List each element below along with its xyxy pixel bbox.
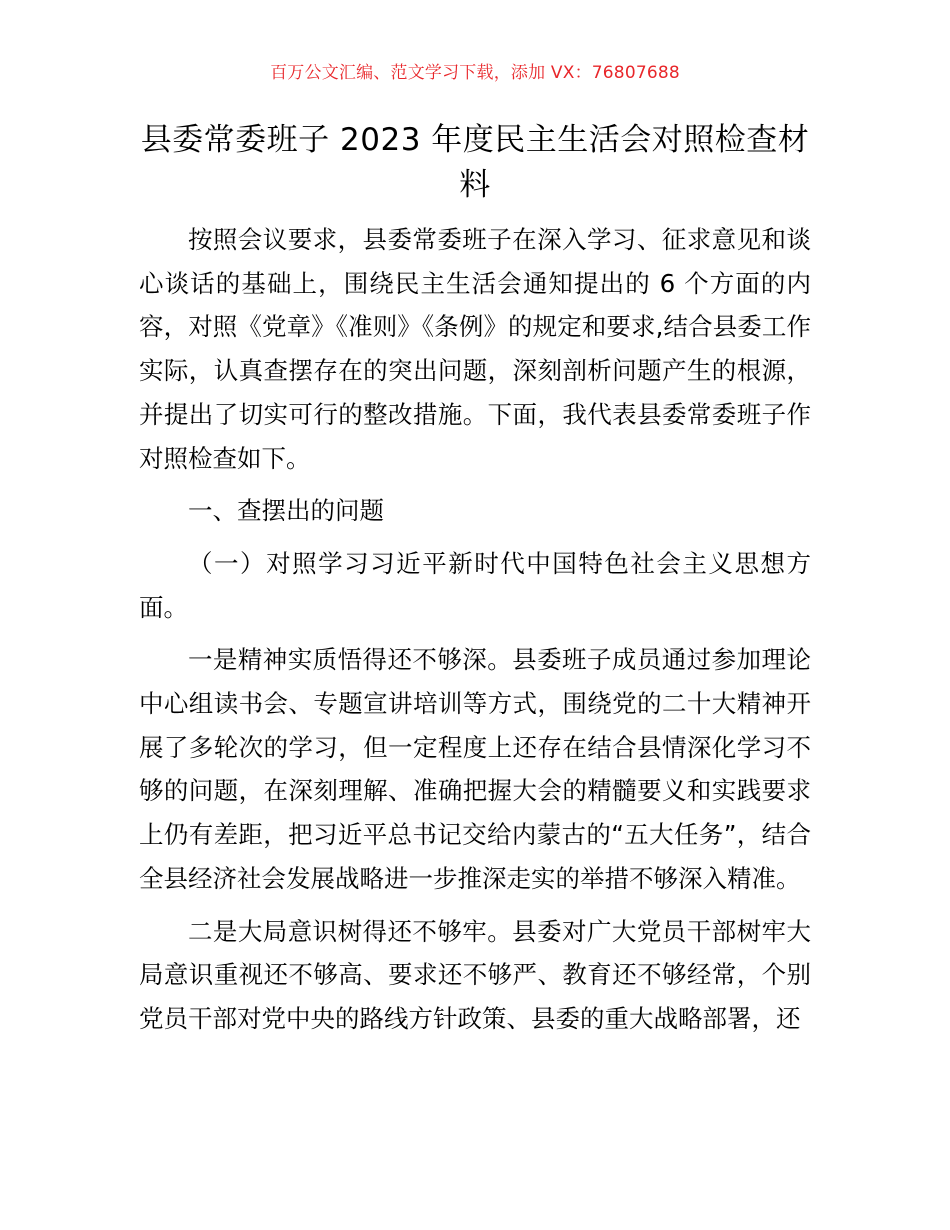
section-heading: 一、查摆出的问题 [188, 496, 384, 526]
subsection-heading: （一）对照学习习近平新时代中国特色社会主义思想方面。 [139, 548, 811, 622]
document-title: 县委常委班子 2023 年度民主生活会对照检查材料 [140, 122, 810, 203]
point-two-paragraph: 二是大局意识树得还不够牢。县委对广大党员干部树牢大局意识重视还不够高、要求还不够严、教育还不够经常，个别党员干部对党中央的路线方针政策、县委的重大战略部署，还 [139, 916, 811, 1033]
promo-banner: 百万公文汇编、范文学习下载，添加 VX：76807688 [270, 63, 680, 83]
intro-paragraph: 按照会议要求，县委常委班子在深入学习、征求意见和谈心谈话的基础上，围绕民主生活会通知提出的 6 个方面的内容，对照《党章》《准则》《条例》的规定和要求,结合县委工作实际，认真查摆存在的突出问题，深刻剖析问题产生的根源，并提出了切实可行的整改措施。下面，我代表县委常委班子作对照检查如下。 [139, 225, 811, 473]
point-one-paragraph: 一是精神实质悟得还不够深。县委班子成员通过参加理论中心组读书会、专题宣讲培训等方式，围绕党的二十大精神开展了多轮次的学习，但一定程度上还存在结合县情深化学习不够的问题，在深刻理解、准确把握大会的精髓要义和实践要求上仍有差距，把习近平总书记交给内蒙古的“五大任务”，结合全县经济社会发展战略进一步推深走实的举措不够深入精准。 [139, 645, 811, 893]
document-body [139, 218, 811, 1041]
